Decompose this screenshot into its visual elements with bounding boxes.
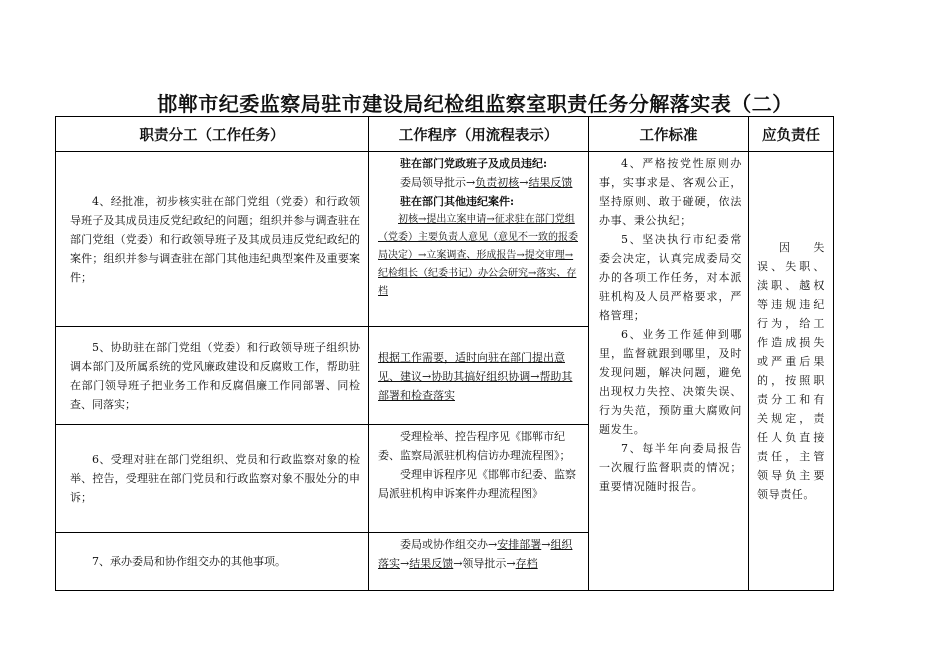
procedure-flow: 委局领导批示→负责初核→结果反馈 bbox=[400, 176, 573, 189]
procedure-text: 受理检举、控告程序见《邯郸市纪委、监察局派驻机构信访办理流程图》； bbox=[378, 430, 571, 462]
header-standard: 工作标准 bbox=[589, 117, 749, 152]
procedure-cell bbox=[369, 533, 589, 591]
standard-item: 7、每半年向委局报告一次履行监督职责的情况；重要情况随时报告。 bbox=[599, 442, 742, 493]
procedure-cell bbox=[369, 425, 589, 533]
duty-cell bbox=[56, 425, 369, 533]
duty-text: 4、经批准，初步核实驻在部门党组（党委）和行政领导班子及其成员违反党纪政纪的问题；组织并参与调查驻在部门党组（党委）和行政领导班子及其成员违反党纪政纪的案件；组织并参与调查驻在部门其他违纪典型案件及重要案件； bbox=[70, 194, 360, 284]
duty-table bbox=[55, 116, 834, 591]
header-procedure: 工作程序（用流程表示） bbox=[369, 117, 589, 152]
duty-cell bbox=[56, 533, 369, 591]
header-duty: 职责分工（工作任务） bbox=[56, 117, 369, 152]
responsibility-cell bbox=[749, 152, 834, 591]
procedure-heading: 驻在部门其他违纪案件: bbox=[400, 195, 515, 208]
procedure-heading: 驻在部门党政班子及成员违纪: bbox=[400, 157, 548, 170]
standard-item: 6、业务工作延伸到哪里，监督就跟到哪里，及时发现问题，解决问题，避免出现权力失控、决策失误、行为失范，预防重大腐败问题发生。 bbox=[599, 328, 742, 436]
duty-text: 5、协助驻在部门党组（党委）和行政领导班子组织协调本部门及所属系统的党风廉政建设和反腐败工作，帮助驻在部门领导班子把业务工作和反腐倡廉工作同部署、同检查、同落实； bbox=[70, 340, 360, 411]
procedure-flow: 根据工作需要，适时向驻在部门提出意见、建议→协助其搞好组织协调→帮助其部署和检查落实 bbox=[378, 351, 573, 402]
standard-item: 5、坚决执行市纪委常委会决定，认真完成委局交办的各项工作任务，对本派驻机构及人员严格要求，严格管理； bbox=[599, 233, 742, 322]
standard-cell bbox=[589, 152, 749, 591]
page-title: 邯郸市纪委监察局驻市建设局纪检组监察室职责任务分解落实表（二） bbox=[157, 92, 793, 116]
header-responsibility: 应负责任 bbox=[749, 117, 834, 152]
standard-item: 4、严格按党性原则办事，实事求是、客观公正，坚持原则、敢于碰硬，依法办事、秉公执纪； bbox=[599, 157, 742, 227]
responsibility-text: 因失误、失职、渎职、越权等违规违纪行为，给工作造成损失或严重后果的，按照职责分工和有关规定，责任人负直接责任，主管领导负主要领导责任。 bbox=[757, 241, 825, 501]
duty-cell bbox=[56, 152, 369, 327]
duty-cell bbox=[56, 327, 369, 425]
procedure-flow: 委局或协作组交办→安排部署→组织落实→结果反馈→领导批示→存档 bbox=[378, 538, 573, 570]
duty-text: 6、受理对驻在部门党组织、党员和行政监察对象的检举、控告，受理驻在部门党员和行政监察对象不服处分的申诉； bbox=[70, 453, 360, 504]
header-row bbox=[56, 117, 834, 152]
procedure-cell bbox=[369, 152, 589, 327]
procedure-text: 受理申诉程序见《邯郸市纪委、监察局派驻机构申诉案件办理流程图》 bbox=[378, 468, 576, 500]
procedure-flow: 初核→提出立案申请→征求驻在部门党组（党委）主要负责人意见（意见不一致的报委局决定）→立案调查、形成报告→提交审理→纪检组长（纪委书记）办公会研究→落实、存档 bbox=[378, 214, 578, 297]
procedure-cell bbox=[369, 327, 589, 425]
table-row bbox=[56, 152, 834, 327]
duty-text: 7、承办委局和协作组交办的其他事项。 bbox=[92, 555, 286, 568]
